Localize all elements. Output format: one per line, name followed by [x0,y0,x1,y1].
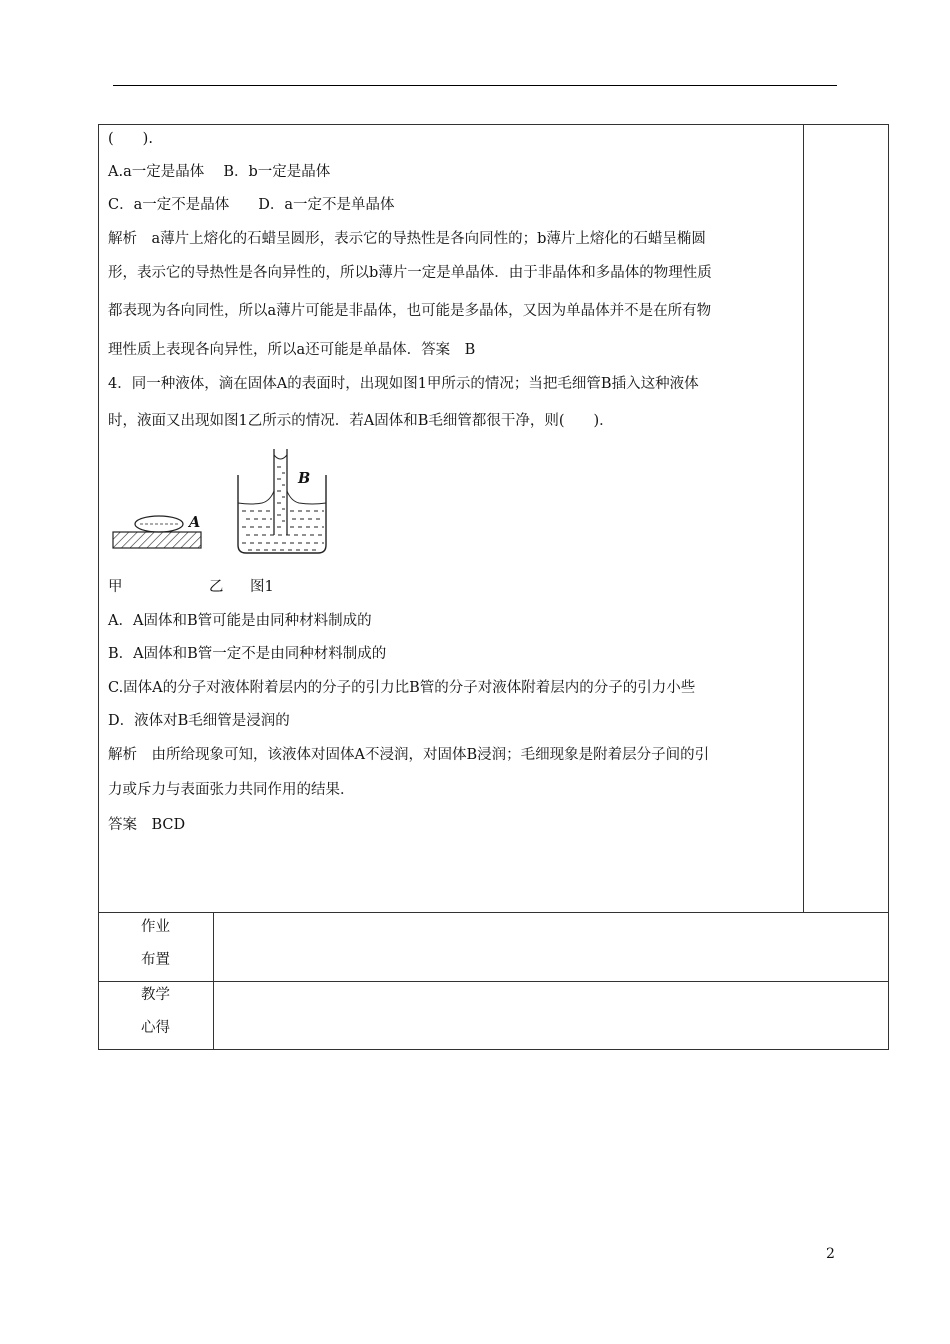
analysis-line: 都表现为各向同性，所以a薄片可能是非晶体，也可能是多晶体，又因为单晶体并不是在所有物 [108,303,712,319]
option-line: D．液体对B毛细管是浸润的 [108,713,290,729]
figure-yi-capillary-in-beaker [232,447,332,557]
figure-caption: 图1 [250,579,274,595]
reflection-content-cell [213,981,889,1050]
analysis-line: 力或斥力与表面张力共同作用的结果． [108,782,355,798]
option-line: A.a一定是晶体 B．b一定是晶体 [108,164,331,180]
figure-label-b: B [298,470,311,487]
figure-label-a: A [189,514,201,531]
reflection-label: 教学 [141,987,170,1003]
analysis-line: 理性质上表现各向异性，所以a还可能是单晶体．答案 B [108,342,476,358]
page-number: 2 [826,1246,835,1262]
option-line: A．A固体和B管可能是由同种材料制成的 [108,613,372,629]
option-line: C．a一定不是晶体 D．a一定不是单晶体 [108,197,395,213]
answer-line: 答案 BCD [108,817,186,833]
analysis-line: 形，表示它的导热性是各向异性的，所以b薄片一定是单晶体．由于非晶体和多晶体的物理性质 [108,265,712,281]
analysis-line: 解析 a薄片上熔化的石蜡呈圆形，表示它的导热性是各向同性的；b薄片上熔化的石蜡呈椭圆 [108,231,706,247]
option-line: C.固体A的分子对液体附着层内的分子的引力比B管的分子对液体附着层内的分子的引力小些 [108,680,696,696]
option-line: B．A固体和B管一定不是由同种材料制成的 [108,646,387,662]
homework-label: 作业 [141,919,170,935]
question-line: 时，液面又出现如图1乙所示的情况．若A固体和B毛细管都很干净，则( )． [108,413,614,429]
reflection-label: 心得 [141,1020,170,1036]
figure-caption-yi: 乙 [209,579,224,595]
header-rule [113,85,837,86]
analysis-line: 解析 由所给现象可知，该液体对固体A不浸润，对固体B浸润；毛细现象是附着层分子间的引 [108,747,710,763]
figure-caption-jia: 甲 [108,579,123,595]
homework-label: 布置 [141,952,170,968]
side-cell [803,124,889,913]
text-line: ( ). [108,131,153,147]
homework-content-cell [213,912,889,982]
question-line: 4．同一种液体，滴在固体A的表面时，出现如图1甲所示的情况；当把毛细管B插入这种液体 [108,376,699,392]
